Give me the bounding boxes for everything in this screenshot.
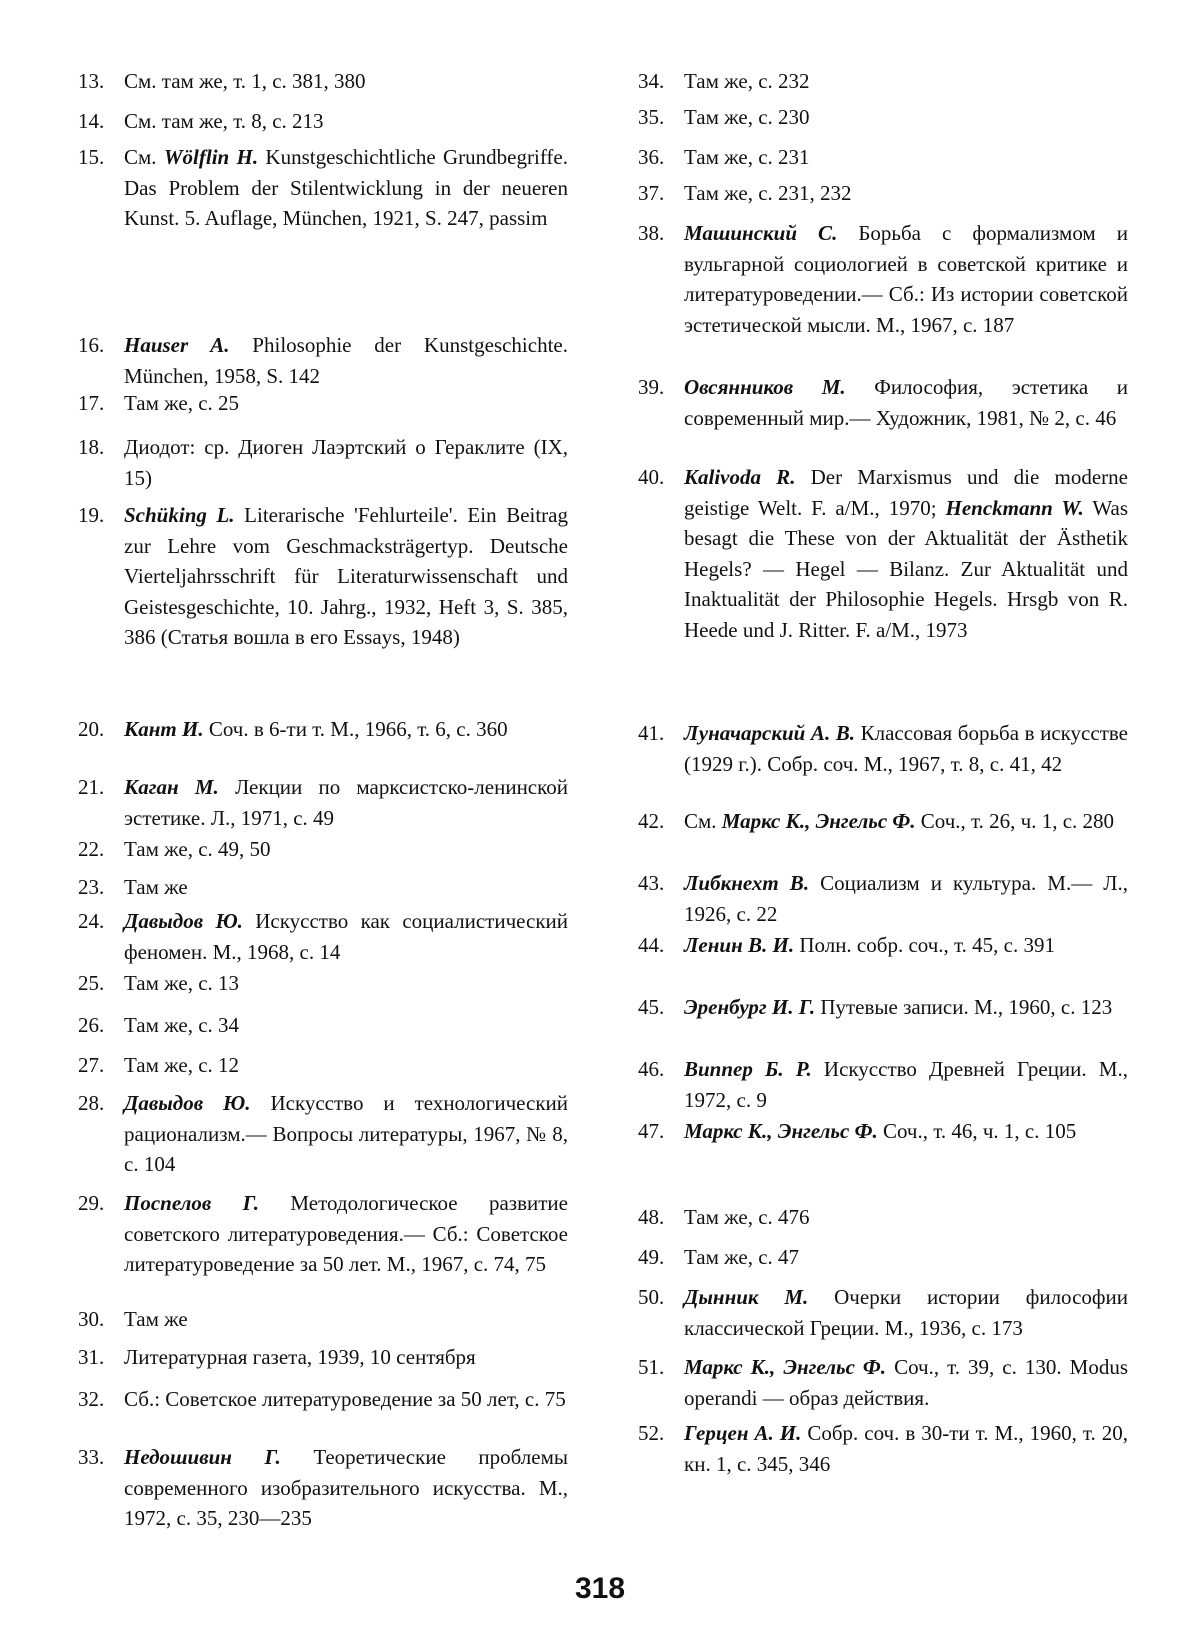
footnote-text <box>124 714 568 745</box>
author-name: Кант И. <box>124 717 204 741</box>
footnote-number: 52. <box>638 1421 665 1445</box>
footnote-text <box>684 1242 1128 1273</box>
footnote <box>638 1418 1128 1479</box>
footnote <box>638 142 1128 173</box>
footnote <box>78 1384 568 1415</box>
footnote-text <box>684 930 1128 961</box>
footnote <box>638 178 1128 209</box>
footnote-text <box>124 834 568 865</box>
footnote <box>638 1116 1128 1147</box>
footnote-text <box>124 66 568 97</box>
footnote <box>638 102 1128 133</box>
footnote-number: 20. <box>78 717 105 741</box>
footnote-number: 26. <box>78 1013 105 1037</box>
footnote-number: 37. <box>638 181 665 205</box>
footnote <box>638 1282 1128 1343</box>
author-name: Schüking L. <box>124 503 235 527</box>
footnote-text <box>124 1304 568 1335</box>
footnote <box>78 834 568 865</box>
footnote-number: 24. <box>78 909 105 933</box>
footnote <box>638 66 1128 97</box>
footnote-text <box>124 1088 568 1180</box>
footnote-number: 18. <box>78 435 105 459</box>
footnote-number: 15. <box>78 145 105 169</box>
footnote <box>638 218 1128 340</box>
footnote-text <box>684 462 1128 645</box>
footnote-number: 34. <box>638 69 665 93</box>
footnote-number: 25. <box>78 971 105 995</box>
footnote-number: 41. <box>638 721 665 745</box>
footnote <box>638 1352 1128 1413</box>
footnote-text <box>684 868 1128 929</box>
footnote-text <box>684 102 1128 133</box>
footnote-text <box>124 1384 568 1415</box>
footnote-text-segment: Там же, с. 231, 232 <box>684 181 852 205</box>
footnote-number: 51. <box>638 1355 665 1379</box>
footnote-text-segment: Там же, с. 232 <box>684 69 810 93</box>
author-name: Поспелов Г. <box>124 1191 260 1215</box>
footnote-number: 22. <box>78 837 105 861</box>
author-name: Луначарский А. В. <box>684 721 856 745</box>
footnote-text-segment: Классовая борьба в искусстве (1929 г.). Собр. соч. М., 1967, т. 8, с. 41, 42 <box>684 721 1128 776</box>
footnote-number: 42. <box>638 809 665 833</box>
footnote-text <box>684 992 1128 1023</box>
footnote-text-segment: Was besagt die These von der Aktualität der Ästhetik Hegels? — Hegel — Bilanz. Zur Aktualität und Inaktualität der Philosophie Hegels. Hrsgb von R. Heede und J. Ritter. F. a/M., 1973 <box>684 495 1128 642</box>
footnote-text-segment: Соч., т. 46, ч. 1, с. 105 <box>877 1119 1077 1143</box>
footnote-number: 40. <box>638 465 665 489</box>
footnote-number: 44. <box>638 933 665 957</box>
footnote-text-segment: Там же <box>124 1307 188 1331</box>
footnote <box>78 1088 568 1180</box>
footnote-number: 17. <box>78 391 105 415</box>
footnote-number: 13. <box>78 69 105 93</box>
author-name: Давыдов Ю. <box>124 1091 251 1115</box>
footnote <box>638 1242 1128 1273</box>
footnote <box>78 500 568 653</box>
footnote-text <box>124 106 568 137</box>
footnote-number: 35. <box>638 105 665 129</box>
footnote-text <box>684 218 1128 340</box>
author-name: Маркс К., Энгельс Ф. <box>684 1355 887 1379</box>
footnote-text-segment: См. <box>684 809 722 833</box>
author-name: Машинский С. <box>684 221 838 245</box>
footnote-text <box>124 772 568 833</box>
footnote-text <box>684 1116 1128 1147</box>
footnote-text-segment: См. там же, т. 1, с. 381, 380 <box>124 69 366 93</box>
footnote-text-segment: Там же, с. 34 <box>124 1013 240 1037</box>
footnote-text-segment: Искусство как социалистический феномен. М., 1968, с. 14 <box>124 909 568 964</box>
footnote <box>638 1054 1128 1115</box>
footnote-number: 27. <box>78 1053 105 1077</box>
footnote-text-segment: Собр. соч. в 30-ти т. М., 1960, т. 20, кн. 1, с. 345, 346 <box>684 1421 1128 1476</box>
author-name: Wölflin H. <box>163 145 259 169</box>
author-name: Henckmann W. <box>945 495 1084 520</box>
footnote <box>78 968 568 999</box>
footnote <box>638 718 1128 779</box>
footnote-text <box>124 968 568 999</box>
footnote <box>78 106 568 137</box>
footnote-text-segment: Kunstgeschichtliche Grundbegriffe. Das Problem der Stilentwicklung in der neueren Kunst. 5. Auflage, München, 1921, S. 247, passim <box>124 145 568 230</box>
footnote-number: 19. <box>78 503 105 527</box>
footnote-number: 29. <box>78 1191 105 1215</box>
footnote <box>78 388 568 419</box>
footnote-number: 16. <box>78 333 105 357</box>
footnote-text <box>684 1352 1128 1413</box>
footnote-text-segment: Путевые записи. М., 1960, с. 123 <box>815 995 1113 1019</box>
footnote-text-segment: Der Marxismus und die moderne geistige Welt. F. a/M., 1970; <box>684 465 1128 520</box>
footnote-text-segment: Сб.: Советское литературоведение за 50 лет, с. 75 <box>124 1387 566 1411</box>
footnote-text <box>684 1202 1128 1233</box>
author-name: Герцен А. И. <box>684 1421 802 1445</box>
author-name: Недошивин Г. <box>124 1445 281 1469</box>
footnote-text <box>684 142 1128 173</box>
footnote <box>638 1202 1128 1233</box>
footnote-number: 28. <box>78 1091 105 1115</box>
footnote-number: 31. <box>78 1345 105 1369</box>
footnote-number: 45. <box>638 995 665 1019</box>
author-name: Овсянников М. <box>684 375 846 399</box>
footnote-text <box>124 1342 568 1373</box>
footnote <box>638 372 1128 433</box>
footnote-text-segment: Искусство Древней Греции. М., 1972, с. 9 <box>684 1057 1128 1112</box>
footnote-text-segment: Методологическое развитие советского литературоведения.— Сб.: Советское литературоведение за 50 лет. М., 1967, с. 74, 75 <box>124 1191 568 1276</box>
footnote-text-segment: Philosophie der Kunstgeschichte. München, 1958, S. 142 <box>124 333 568 388</box>
footnote-text <box>124 906 568 967</box>
footnote-text-segment: Социализм и культура. М.— Л., 1926, с. 22 <box>684 871 1128 926</box>
footnote-text <box>124 872 568 903</box>
footnote-text <box>684 66 1128 97</box>
footnote-text <box>124 432 568 493</box>
footnote-text-segment: Там же <box>124 875 188 899</box>
footnote-number: 23. <box>78 875 105 899</box>
footnote-text <box>124 330 568 391</box>
footnote-number: 21. <box>78 775 105 799</box>
footnote-text-segment: См. <box>124 145 164 169</box>
footnote-number: 38. <box>638 221 665 245</box>
footnote <box>78 1050 568 1081</box>
footnote <box>78 1304 568 1335</box>
footnote-text <box>684 1054 1128 1115</box>
footnote <box>78 432 568 493</box>
footnote <box>78 1010 568 1041</box>
footnote-number: 48. <box>638 1205 665 1229</box>
footnote-text-segment: См. там же, т. 8, с. 213 <box>124 109 324 133</box>
footnote-text-segment: Literarische 'Fehlurteile'. Ein Beitrag zur Lehre vom Geschmacksträgertyp. Deutsche Vierteljahrsschrift für Literaturwissenschaft und Geistesgeschichte, 10. Jahrg., 1932, Heft 3, S. 385, 386 (Статья вошла в его Essays, 1948) <box>124 503 568 649</box>
footnote <box>78 906 568 967</box>
footnote <box>638 868 1128 929</box>
footnote-text <box>124 388 568 419</box>
footnote <box>638 930 1128 961</box>
footnote-text-segment: Там же, с. 230 <box>684 105 810 129</box>
footnote <box>78 872 568 903</box>
footnote-text <box>684 1418 1128 1479</box>
footnote-number: 39. <box>638 375 665 399</box>
footnote-text <box>124 1050 568 1081</box>
footnote <box>638 462 1128 645</box>
author-name: Давыдов Ю. <box>124 909 243 933</box>
footnote-text-segment: Соч., т. 39, с. 130. Modus operandi — образ действия. <box>684 1355 1128 1410</box>
author-name: Каган М. <box>124 775 219 799</box>
footnote-text-segment: Очерки истории философии классической Греции. М., 1936, с. 173 <box>684 1285 1128 1340</box>
footnote-number: 36. <box>638 145 665 169</box>
footnote-number: 47. <box>638 1119 665 1143</box>
author-name: Hauser A. <box>124 333 230 357</box>
footnote-text <box>124 1442 568 1534</box>
author-name: Виппер Б. Р. <box>684 1057 812 1081</box>
author-name: Маркс К., Энгельс Ф. <box>721 809 916 833</box>
author-name: Ленин В. И. <box>684 933 795 957</box>
footnote-text-segment: Там же, с. 12 <box>124 1053 240 1077</box>
author-name: Либкнехт В. <box>684 871 810 895</box>
footnote <box>78 1342 568 1373</box>
footnote <box>638 992 1128 1023</box>
footnote-number: 46. <box>638 1057 665 1081</box>
footnote-text <box>684 718 1128 779</box>
footnote-text-segment: Теоретические проблемы современного изобразительного искусства. М., 1972, с. 35, 230—235 <box>124 1445 568 1530</box>
footnote-text <box>124 1010 568 1041</box>
footnote-text <box>124 1188 568 1280</box>
footnote-text-segment: Соч. в 6-ти т. М., 1966, т. 6, с. 360 <box>203 717 508 741</box>
footnote-number: 14. <box>78 109 105 133</box>
footnote-text-segment: Борьба с формализмом и вульгарной социологией в советской критике и литературоведении.— Сб.: Из истории советской эстетической мысли. М., 1967, с. 187 <box>684 221 1128 337</box>
footnote-number: 50. <box>638 1285 665 1309</box>
footnote-number: 43. <box>638 871 665 895</box>
footnote-number: 49. <box>638 1245 665 1269</box>
footnote <box>78 142 568 234</box>
footnote-text <box>684 806 1128 837</box>
author-name: Дынник М. <box>684 1285 809 1309</box>
author-name: Маркс К., Энгельс Ф. <box>684 1119 878 1143</box>
footnote-text <box>684 178 1128 209</box>
footnote-text-segment: Литературная газета, 1939, 10 сентября <box>124 1345 476 1369</box>
footnote-text-segment: Там же, с. 476 <box>684 1205 810 1229</box>
footnote-text <box>124 500 568 653</box>
footnote-text-segment: Там же, с. 47 <box>684 1245 800 1269</box>
author-name: Эренбург И. Г. <box>684 995 816 1019</box>
footnote-text <box>684 1282 1128 1343</box>
footnote <box>78 66 568 97</box>
footnote <box>78 1188 568 1280</box>
footnote-number: 33. <box>78 1445 105 1469</box>
footnote <box>638 806 1128 837</box>
footnote-text <box>684 372 1128 433</box>
footnote-text-segment: Искусство и технологический рационализм.— Вопросы литературы, 1967, № 8, с. 104 <box>124 1091 569 1176</box>
author-name: Kalivoda R. <box>684 465 796 489</box>
footnote-text-segment: Там же, с. 49, 50 <box>124 837 271 861</box>
footnote-text <box>124 142 568 234</box>
footnote-number: 32. <box>78 1387 105 1411</box>
footnote <box>78 330 568 391</box>
footnote <box>78 1442 568 1534</box>
footnote-text-segment: Диодот: ср. Диоген Лаэртский о Гераклите (IX, 15) <box>124 435 568 490</box>
footnote-text-segment: Полн. собр. соч., т. 45, с. 391 <box>794 933 1055 957</box>
page-number: 318 <box>574 1572 626 1605</box>
footnote-text-segment: Там же, с. 13 <box>124 971 240 995</box>
footnote-text-segment: Лекции по марксистско-ленинской эстетике. Л., 1971, с. 49 <box>124 775 569 830</box>
footnote <box>78 714 568 745</box>
footnote-text-segment: Философия, эстетика и современный мир.— Художник, 1981, № 2, с. 46 <box>684 375 1128 430</box>
footnote-number: 30. <box>78 1307 105 1331</box>
footnote-text-segment: Там же, с. 25 <box>124 391 240 415</box>
footnote-text-segment: Там же, с. 231 <box>684 145 810 169</box>
footnote <box>78 772 568 833</box>
footnote-text-segment: Соч., т. 26, ч. 1, с. 280 <box>915 809 1115 833</box>
